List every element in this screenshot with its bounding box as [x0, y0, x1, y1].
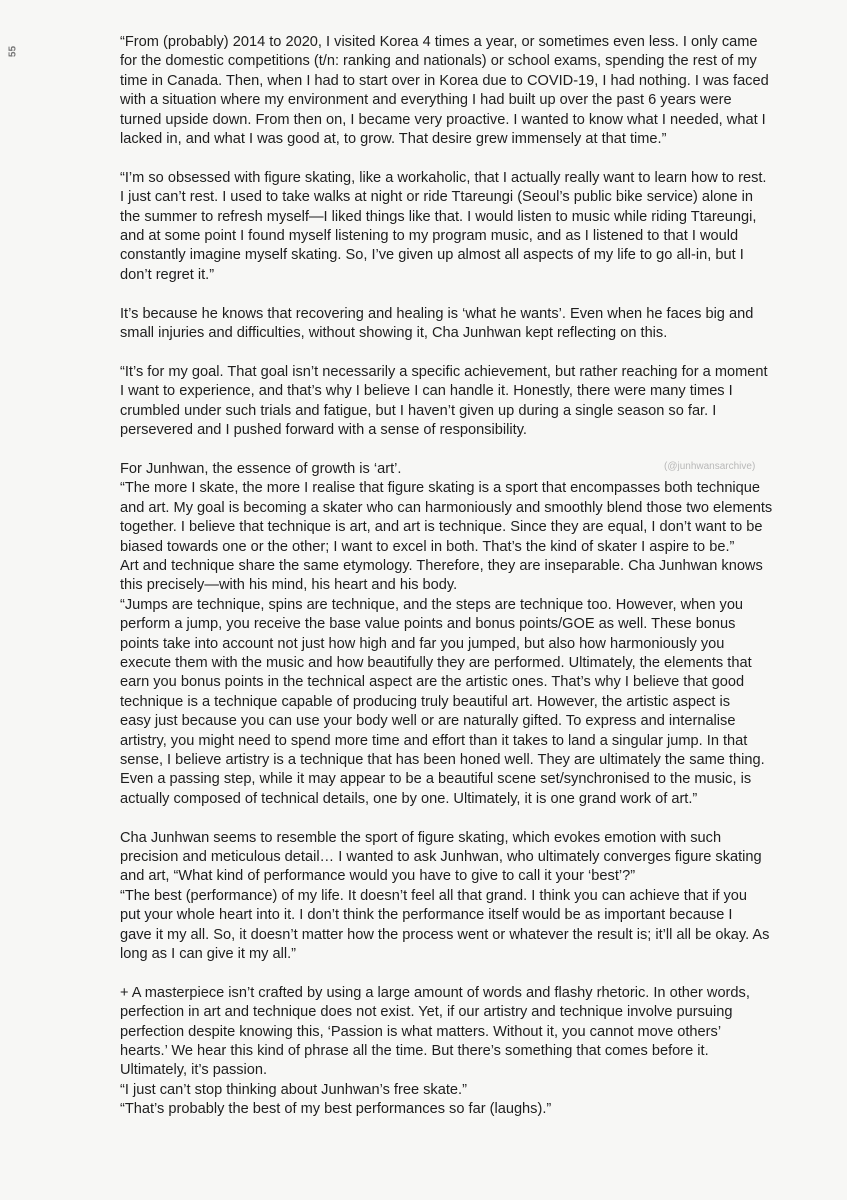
paragraph-gap [120, 964, 818, 983]
paragraph-gap [120, 343, 818, 362]
page-number: 55 [7, 45, 19, 58]
article-body [120, 33, 818, 1120]
paragraph-3: It’s because he knows that recovering and healing is ‘what he wants’. Even when he faces big and small injuries and difficulties, without showing it, Cha Junhwan kept reflecting on this. [120, 305, 754, 342]
paragraph-1: “From (probably) 2014 to 2020, I visited Korea 4 times a year, or sometimes even less. I only came for the domestic competitions (t/n: ranking and nationals) or school exams, spending the rest of my time in Canada. Then, when I had to start over in Korea due to COVID-19, I had nothing. I was faced with a situation where my environment and everything I had built up over the past 6 years were turned upside down. From then on, I became very proactive. I wanted to know what I needed, what I lacked in, and what I was good at, to grow. That desire grew immensely at that time.” [120, 34, 769, 148]
paragraph-2: “I’m so obsessed with figure skating, like a workaholic, that I actually really want to learn how to rest. I just can’t rest. I used to take walks at night or ride Ttareungi (Seoul’s public bike service) alone in the summer to refresh myself—I liked things like that. I would listen to music while riding Ttareungi, and at some point I found myself listening to my program music, and as I listened to that I would constantly imagine myself skating. So, I’ve given up almost all aspects of my life to go all-in, but I don’t regret it.” [120, 169, 767, 283]
paragraph-5: For Junhwan, the essence of growth is ‘art’. “The more I skate, the more I realise that figure skating is a sport that encompasses both technique and art. My goal is becoming a skater who can harmoniously and smoothly blend those two elements together. I believe that technique is art, and art is technique. Since they are equal, I don’t want to be biased towards one or the other; I want to excel in both. That’s the kind of skater I aspire to be.” Art and technique share the same etymology. Therefore, they are inseparable. Cha Junhwan knows this precisely—with his mind, his heart and his body. “Jumps are technique, spins are technique, and the steps are technique too. However, when you perform a jump, you receive the base value points and bonus points/GOE as well. These bonus points take into account not just how high and far you jumped, but also how harmoniously you execute them with the music and how beautifully they are performed. Ultimately, the elements that earn you bonus points in the technical aspect are the artistic ones. That’s why I believe that good technique is a technique capable of producing truly beautiful art. However, the artistic aspect is easy just because you can use your body well or are naturally gifted. To express and internalise artistry, you might need to spend more time and effort than it takes to land a singular jump. In that sense, I believe artistry is a technique that has been honed well. They are ultimately the same thing. Even a passing step, while it may appear to be a beautiful scene set/synchronised to the music, is actually composed of technical details, one by one. Ultimately, it is one grand work of art.” [120, 460, 773, 807]
paragraph-gap [120, 809, 818, 828]
paragraph-gap [120, 440, 818, 459]
paragraph-gap [120, 149, 818, 168]
paragraph-4: “It’s for my goal. That goal isn’t necessarily a specific achievement, but rather reaching for a moment I want to experience, and that’s why I believe I can handle it. Honestly, there were many times I crumbled under such trials and fatigue, but I haven’t given up during a single season so far. I persevered and I pushed forward with a sense of responsibility. [120, 363, 768, 439]
paragraph-7: + A masterpiece isn’t crafted by using a large amount of words and flashy rhetoric. In other words, perfection in art and technique does not exist. Yet, if our artistry and technique involve pursuing perfection despite knowing this, ‘Passion is what matters. Without it, you cannot move others’ hearts.’ We hear this kind of phrase all the time. But there’s something that comes before it. Ultimately, it’s passion. “I just can’t stop thinking about Junhwan’s free skate.” “That’s probably the best of my best performances so far (laughs).” [120, 984, 750, 1118]
paragraph-gap [120, 285, 818, 304]
paragraph-6: Cha Junhwan seems to resemble the sport of figure skating, which evokes emotion with such precision and meticulous detail… I wanted to ask Junhwan, who ultimately converges figure skating and art, “What kind of performance would you have to give to call it your ‘best’?” “The best (performance) of my life. It doesn’t feel all that grand. I think you can achieve that if you put your whole heart into it. I don’t think the performance itself would be as important because I gave it my all. So, it doesn’t matter how the process went or whatever the result is; it’ll all be okay. As long as I can give it my all.” [120, 829, 770, 963]
watermark: (@junhwansarchive) [664, 461, 756, 472]
